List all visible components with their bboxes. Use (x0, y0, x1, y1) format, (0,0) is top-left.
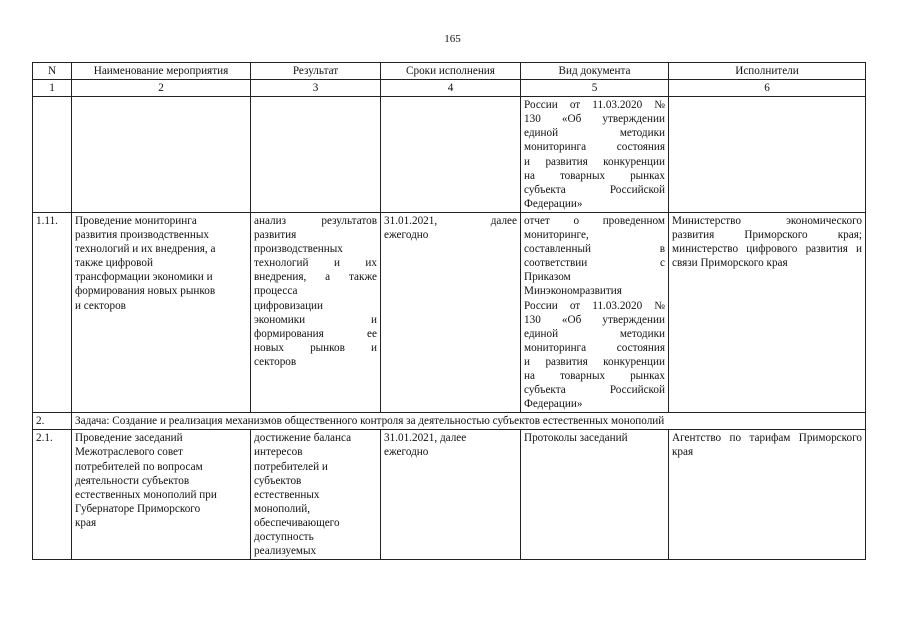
cell-task: Задача: Создание и реализация механизмов общественного контроля за деятельностью субъектов естественных монополий (72, 413, 866, 430)
cell-empty (72, 97, 251, 213)
task-row (33, 413, 866, 430)
cell-number: 1.11. (33, 212, 72, 412)
cell-number: 2.1. (33, 430, 72, 560)
column-number: 6 (669, 80, 866, 97)
cell-deadline: 31.01.2021, далее ежегодно (381, 430, 521, 560)
header-document-type: Вид документа (521, 63, 669, 80)
header-number: N (33, 63, 72, 80)
column-number: 1 (33, 80, 72, 97)
header-deadline: Сроки исполнения (381, 63, 521, 80)
cell-document-type: отчет о проведенном мониторинге, составленный в соответствии с Приказом Минэкономразвития России от 11.03.2020 № 130 «Об утверждении единой методики мониторинга состояния и развития конкуренции на товарных рынках субъекта Российской Федерации» (521, 212, 669, 412)
page-number: 165 (444, 33, 461, 45)
cell-empty (251, 97, 381, 213)
column-number-row (33, 80, 866, 97)
cell-executors: Министерство экономического развития Приморского края; министерство цифрового развития и связи Приморского края (669, 212, 866, 412)
cell-empty (669, 97, 866, 213)
cell-result: достижение баланса интересов потребителей и субъектов естественных монополий, обеспечивающего доступность реализуемых (251, 430, 381, 560)
cell-document-type: России от 11.03.2020 № 130 «Об утверждении единой методики мониторинга состояния и развития конкуренции на товарных рынках субъекта Российской Федерации» (521, 97, 669, 213)
column-number: 4 (381, 80, 521, 97)
cell-empty (381, 97, 521, 213)
cell-number: 2. (33, 413, 72, 430)
cell-measure-name: Проведение заседаний Межотраслевого совет потребителей по вопросам деятельности субъектов естественных монополий при Губернаторе Приморского края (72, 430, 251, 560)
table-row-continuation (33, 97, 866, 213)
column-number: 5 (521, 80, 669, 97)
table-row-2-1 (33, 430, 866, 560)
cell-document-type: Протоколы заседаний (521, 430, 669, 560)
header-executors: Исполнители (669, 63, 866, 80)
column-number: 2 (72, 80, 251, 97)
measures-table (32, 62, 866, 560)
cell-measure-name: Проведение мониторинга развития производственных технологий и их внедрения, а также цифровой трансформации экономики и формирования новых рынков и секторов (72, 212, 251, 412)
cell-result: анализ результатов развития производственных технологий и их внедрения, а также процесса цифровизации экономики и формирования ее новых рынков и секторов (251, 212, 381, 412)
cell-deadline: 31.01.2021, далее ежегодно (381, 212, 521, 412)
header-measure-name: Наименование мероприятия (72, 63, 251, 80)
column-number: 3 (251, 80, 381, 97)
header-row (33, 63, 866, 80)
cell-executors: Агентство по тарифам Приморского края (669, 430, 866, 560)
cell-empty (33, 97, 72, 213)
table-row-1-11 (33, 212, 866, 412)
header-result: Результат (251, 63, 381, 80)
